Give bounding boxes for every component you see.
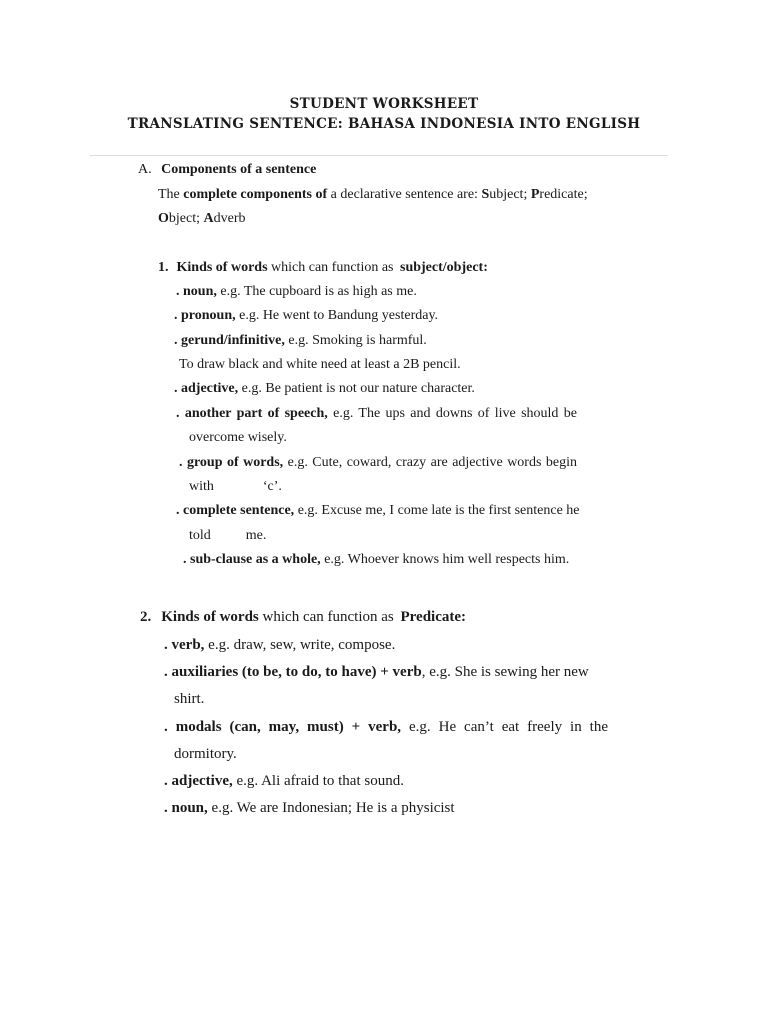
intro-line-1: The complete components of a declarative sentence are: Subject; Predicate; bbox=[158, 187, 588, 202]
list-item: . noun, e.g. The cupboard is as high as me. bbox=[176, 284, 417, 299]
list-item-continuation: shirt. bbox=[174, 691, 205, 707]
list-item: . verb, e.g. draw, sew, write, compose. bbox=[164, 637, 396, 653]
list-item: . sub-clause as a whole, e.g. Whoever knows him well respects him. bbox=[183, 552, 570, 567]
list-item: . noun, e.g. We are Indonesian; He is a physicist bbox=[164, 800, 455, 816]
section-title: Components of a sentence bbox=[161, 162, 317, 177]
list-item: . gerund/infinitive, e.g. Smoking is harmful. bbox=[174, 333, 427, 348]
list-item: . another part of speech, e.g. The ups and downs of live should be bbox=[176, 406, 577, 421]
list-item-continuation: To draw black and white need at least a 2B pencil. bbox=[179, 357, 461, 372]
section-marker: A. bbox=[138, 162, 152, 177]
worksheet-subtitle: TRANSLATING SENTENCE: BAHASA INDONESIA INTO ENGLISH bbox=[127, 116, 641, 132]
predicate-list-heading: 2. Kinds of words which can function as Predicate: bbox=[140, 609, 467, 625]
list-item: . modals (can, may, must) + verb, e.g. He can’t eat freely in the bbox=[164, 719, 608, 735]
list-item: . auxiliaries (to be, to do, to have) + verb, e.g. She is sewing her new bbox=[164, 664, 589, 680]
list-item-continuation: with ‘c’. bbox=[189, 479, 282, 494]
list-item: . complete sentence, e.g. Excuse me, I come late is the first sentence he bbox=[176, 503, 580, 518]
worksheet-title: STUDENT WORKSHEET bbox=[289, 96, 479, 112]
list-item-continuation: dormitory. bbox=[174, 746, 237, 762]
list-item-continuation: told me. bbox=[189, 528, 267, 543]
section-a-heading bbox=[138, 161, 316, 179]
list-item: . adjective, e.g. Ali afraid to that sound. bbox=[164, 773, 404, 789]
list-item: . adjective, e.g. Be patient is not our nature character. bbox=[174, 381, 475, 396]
list-item: . group of words, e.g. Cute, coward, crazy are adjective words begin bbox=[179, 455, 577, 470]
subject-list-heading: 1. Kinds of words which can function as subject/object: bbox=[158, 260, 488, 275]
header-divider bbox=[90, 155, 668, 156]
intro-line-2: Object; Adverb bbox=[158, 211, 246, 226]
list-item: . pronoun, e.g. He went to Bandung yesterday. bbox=[174, 308, 439, 323]
list-item-continuation: overcome wisely. bbox=[189, 430, 287, 445]
